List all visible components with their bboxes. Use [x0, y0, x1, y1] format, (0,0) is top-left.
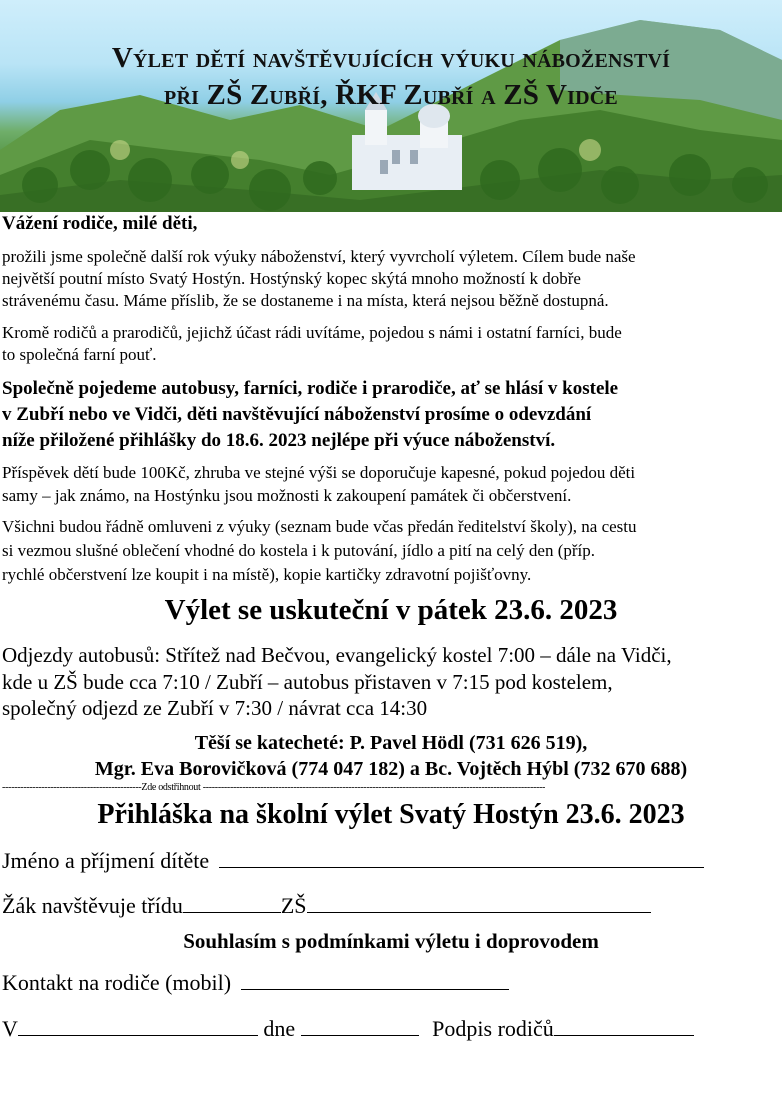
bus-notice-line-3: níže přiložené přihlášky do 18.6. 2023 nejlépe při výuce náboženství.	[2, 430, 556, 451]
bus-notice-line-2: v Zubří nebo ve Vidči, děti navštěvující náboženství prosíme o odevzdání	[2, 404, 592, 425]
departures-line-1: Odjezdy autobusů: Střítež nad Bečvou, evangelický kostel 7:00 – dále na Vidči,	[2, 643, 672, 667]
bus-notice-line-1: Společně pojedeme autobusy, farníci, rodiče i prarodiče, ať se hlásí v kostele	[2, 378, 619, 399]
page-title	[0, 40, 782, 114]
place-field[interactable]	[18, 1017, 258, 1036]
signature-row	[2, 1016, 694, 1042]
title-line-2: při ZŠ Zubří, ŘKF Zubří a ZŠ Vidče	[164, 79, 618, 111]
contact-label: Kontakt na rodiče (mobil)	[2, 970, 232, 995]
date-field[interactable]	[301, 1017, 419, 1036]
excuse-line-3: rychlé občerstvení lze koupit i na místě), kopie kartičky zdravotní pojišťovny.	[2, 565, 532, 584]
name-field[interactable]	[219, 849, 704, 868]
signature-field[interactable]	[554, 1017, 694, 1036]
intro-line-1: prožili jsme společně další rok výuky náboženství, který vyvrcholí výletem. Cílem bude naše	[2, 247, 636, 266]
form-title: Přihláška na školní výlet Svatý Hostýn 23.6. 2023	[97, 799, 685, 830]
school-label: ZŠ	[280, 893, 307, 918]
parents-line-2: to společná farní pouť.	[2, 345, 157, 364]
date-heading: Výlet se uskuteční v pátek 23.6. 2023	[164, 594, 618, 626]
signature-label: Podpis rodičů	[432, 1016, 554, 1041]
contact-row	[2, 970, 509, 996]
name-label: Jméno a příjmení dítěte	[2, 848, 210, 873]
departures-line-2: kde u ZŠ bude cca 7:10 / Zubří – autobus přistaven v 7:15 pod kostelem,	[2, 670, 613, 694]
school-field[interactable]	[307, 894, 651, 913]
intro-line-2: největší poutní místo Svatý Hostýn. Hostýnský kopec skýtá mnoho možností k dobře	[2, 269, 581, 288]
class-field[interactable]	[183, 894, 281, 913]
excuse-line-2: si vezmou slušné oblečení vhodné do kostela i k putování, jídlo a pití na celý den (příp.	[2, 541, 595, 560]
date-label: dne	[263, 1016, 296, 1041]
intro-line-3: strávenému času. Máme příslib, že se dostaneme i na místa, která nejsou běžně dostupná.	[2, 291, 609, 310]
cut-line: ----------------------------------------------Zde odstřihnout -----------------------------------------------------------------------------------------------------------------	[2, 782, 546, 793]
parents-line-1: Kromě rodičů a prarodičů, jejichž účast rádi uvítáme, pojedou s námi i ostatní farníci, bude	[2, 323, 622, 342]
greeting: Vážení rodiče, milé děti,	[2, 213, 198, 234]
departures-line-3: společný odjezd ze Zubří v 7:30 / návrat cca 14:30	[2, 696, 428, 720]
catechists-line-2: Mgr. Eva Borovičková (774 047 182) a Bc. Vojtěch Hýbl (732 670 688)	[94, 758, 688, 780]
consent-statement: Souhlasím s podmínkami výletu i doprovodem	[183, 929, 599, 953]
class-label: Žák navštěvuje třídu	[2, 893, 183, 918]
catechists-line-1: Těší se katecheté: P. Pavel Hödl (731 626 519),	[194, 732, 588, 754]
excuse-line-1: Všichni budou řádně omluveni z výuky (seznam bude včas předán ředitelství školy), na cestu	[2, 517, 637, 536]
title-line-1: Výlet dětí navštěvujících výuku náboženství	[111, 42, 671, 74]
fee-line-2: samy – jak známo, na Hostýnku jsou možnosti k zakoupení památek či občerstvení.	[2, 486, 572, 505]
class-row	[2, 893, 651, 919]
contact-field[interactable]	[241, 971, 509, 990]
name-row	[2, 848, 704, 874]
fee-line-1: Příspěvek dětí bude 100Kč, zhruba ve stejné výši se doporučuje kapesné, pokud pojedou děti	[2, 463, 636, 482]
place-label: V	[2, 1016, 18, 1041]
header-banner	[0, 0, 782, 212]
